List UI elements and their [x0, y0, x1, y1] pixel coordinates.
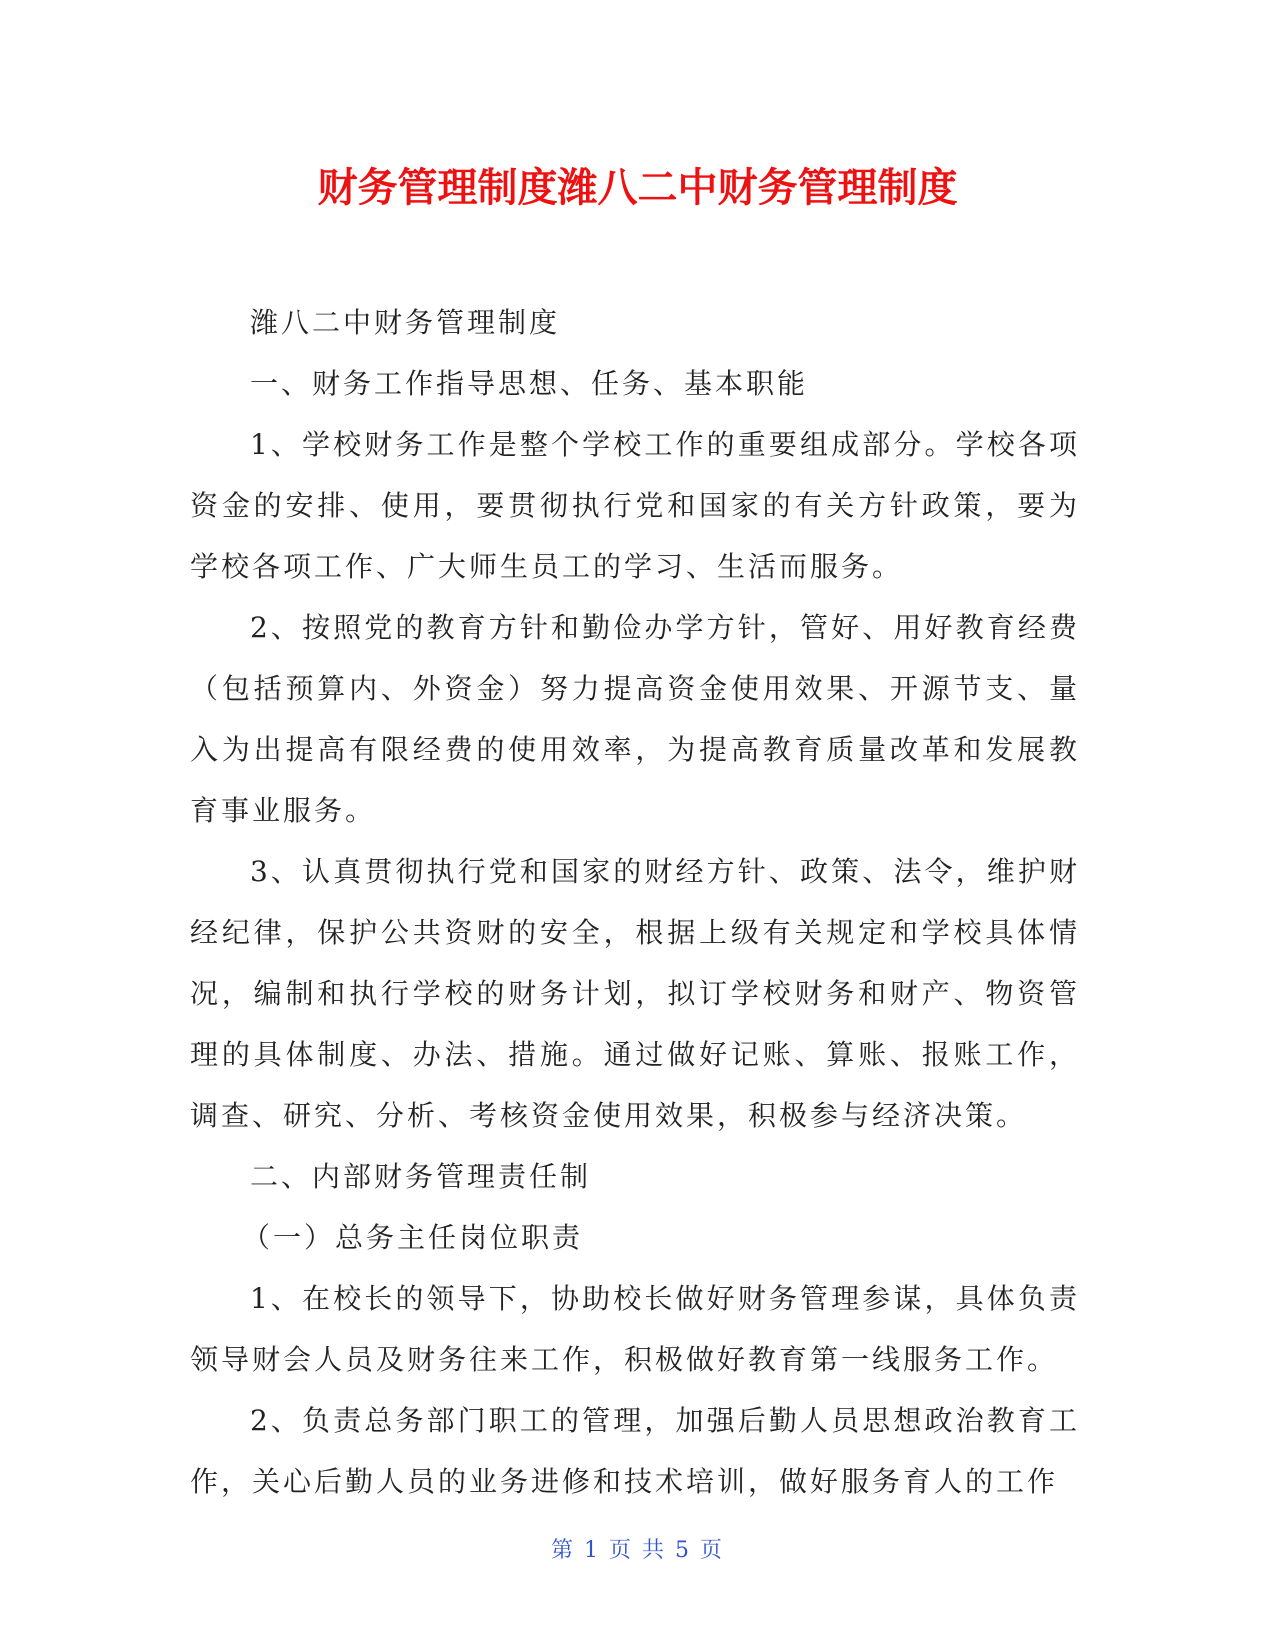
section-heading-1: 一、财务工作指导思想、任务、基本职能	[250, 367, 809, 400]
document-body	[190, 292, 1080, 1512]
paragraph: 2、按照党的教育方针和勤俭办学方针，管好、用好教育经费（包括预算内、外资金）努力提高资金使用效果、开源节支、量入为出提高有限经费的使用效率，为提高教育质量改革和发展教育事业服务。	[190, 611, 1080, 827]
document-title: 财务管理制度潍八二中财务管理制度	[317, 165, 958, 211]
section-heading-2: 二、内部财务管理责任制	[250, 1160, 592, 1193]
page-number-footer: 第 1 页 共 5 页	[551, 1538, 724, 1563]
paragraph-heading: 潍八二中财务管理制度	[250, 306, 561, 339]
paragraph: 1、在校长的领导下，协助校长做好财务管理参谋，具体负责领导财会人员及财务往来工作，积极做好教育第一线服务工作。	[190, 1282, 1080, 1376]
paragraph: 2、负责总务部门职工的管理，加强后勤人员思想政治教育工作，关心后勤人员的业务进修和技术培训，做好服务育人的工作	[190, 1404, 1080, 1498]
paragraph: 1、学校财务工作是整个学校工作的重要组成部分。学校各项资金的安排、使用，要贯彻执行党和国家的有关方针政策，要为学校各项工作、广大师生员工的学习、生活而服务。	[190, 428, 1080, 583]
subsection-heading: （一）总务主任岗位职责	[242, 1221, 584, 1254]
paragraph: 3、认真贯彻执行党和国家的财经方针、政策、法令，维护财经纪律，保护公共资财的安全，根据上级有关规定和学校具体情况，编制和执行学校的财务计划，拟订学校财务和财产、物资管理的具体制度、办法、措施。通过做好记账、算账、报账工作，调查、研究、分析、考核资金使用效果，积极参与经济决策。	[190, 855, 1080, 1132]
